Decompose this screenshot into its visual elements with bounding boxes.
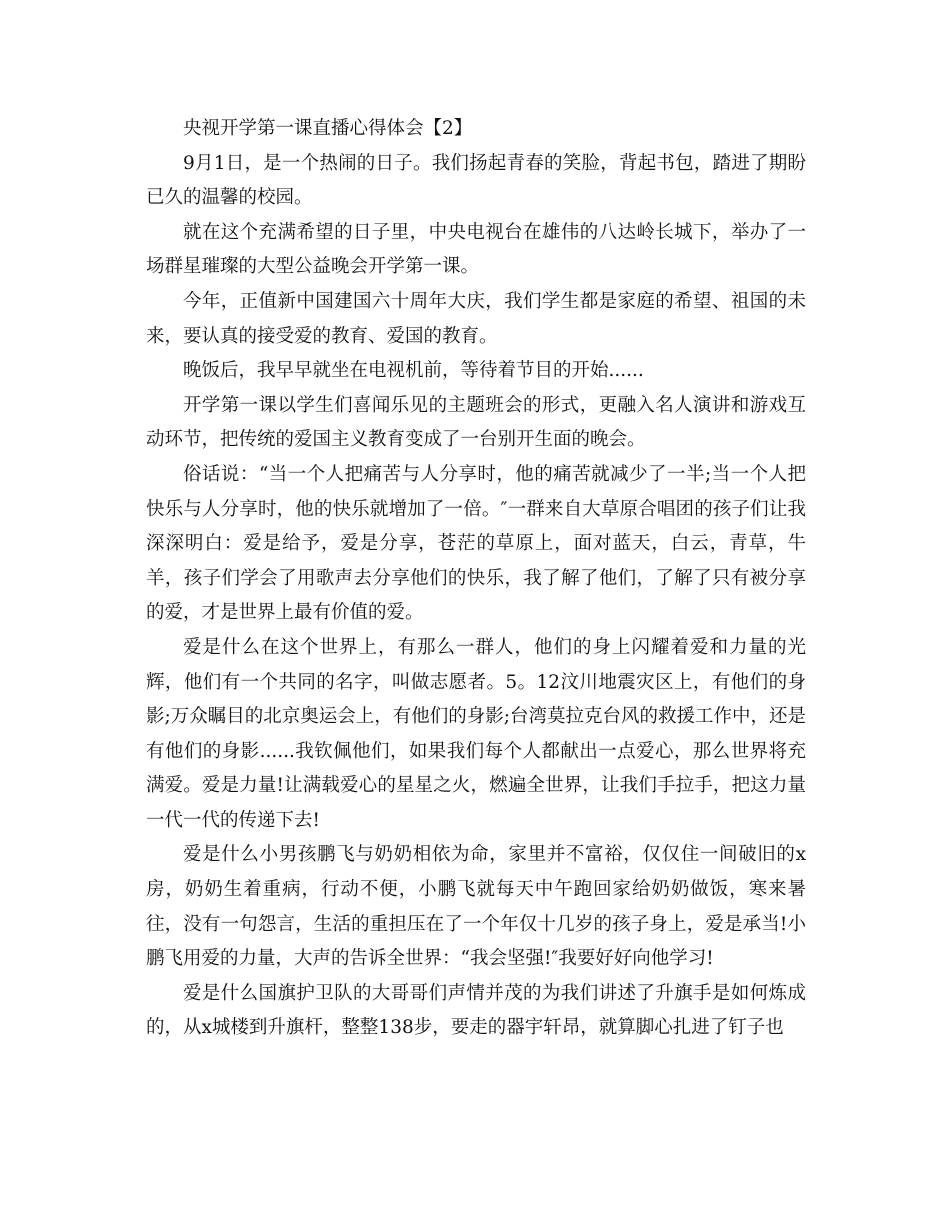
paragraph-7: 爱是什么在这个世界上，有那么一群人，他们的身上闪耀着爱和力量的光辉，他们有一个共同的名字，叫做志愿者。5。12汶川地震灾区上，有他们的身影;万众瞩目的北京奥运会上，有他们的身影;台湾莫拉克台风的救援工作中，还是有他们的身影......我钦佩他们，如果我们每个人都献出一点爱心，那么世界将充满爱。爱是力量!让满载爱心的星星之火，燃遍全世界，让我们手拉手，把这力量一代一代的传递下去!: [146, 636, 807, 831]
paragraph-9: 爱是什么国旗护卫队的大哥哥们声情并茂的为我们讲述了升旗手是如何炼成的，从x城楼到升旗杆，整整138步，要走的器宇轩昂，就算脚心扎进了钉子也: [146, 982, 806, 1039]
paragraph-3: 今年，正值新中国建国六十周年大庆，我们学生都是家庭的希望、祖国的未来，要认真的接受爱的教育、爱国的教育。: [146, 290, 806, 347]
document-body: [146, 112, 806, 1046]
paragraph-4: 晚饭后，我早早就坐在电视机前，等待着节目的开始......: [183, 360, 644, 382]
paragraph-1: 9月1日，是一个热闹的日子。我们扬起青春的笑脸，背起书包，踏进了期盼已久的温馨的校园。: [146, 152, 806, 209]
document-title: 央视开学第一课直播心得体会【2】: [183, 118, 473, 139]
paragraph-5: 开学第一课以学生们喜闻乐见的主题班会的形式，更融入名人演讲和游戏互动环节，把传统的爱国主义教育变成了一台别开生面的晚会。: [146, 394, 806, 451]
paragraph-8: 爱是什么小男孩鹏飞与奶奶相依为命，家里并不富裕，仅仅住一间破旧的x房，奶奶生着重病，行动不便，小鹏飞就每天中午跑回家给奶奶做饭，寒来暑往，没有一句怨言，生活的重担压在了一个年仅十几岁的孩子身上，爱是承当!小鹏飞用爱的力量，大声的告诉全世界：“我会坚强!″我要好好向他学习!: [146, 844, 806, 970]
paragraph-2: 就在这个充满希望的日子里，中央电视台在雄伟的八达岭长城下，举办了一场群星璀璨的大型公益晚会开学第一课。: [146, 221, 806, 278]
paragraph-6: 俗话说：“当一个人把痛苦与人分享时，他的痛苦就减少了一半;当一个人把快乐与人分享时，他的快乐就增加了一倍。″一群来自大草原合唱团的孩子们让我深深明白：爱是给予，爱是分享，苍茫的草原上，面对蓝天，白云，青草，牛羊，孩子们学会了用歌声去分享他们的快乐，我了解了他们，了解了只有被分享的爱，才是世界上最有价值的爱。: [146, 463, 806, 624]
